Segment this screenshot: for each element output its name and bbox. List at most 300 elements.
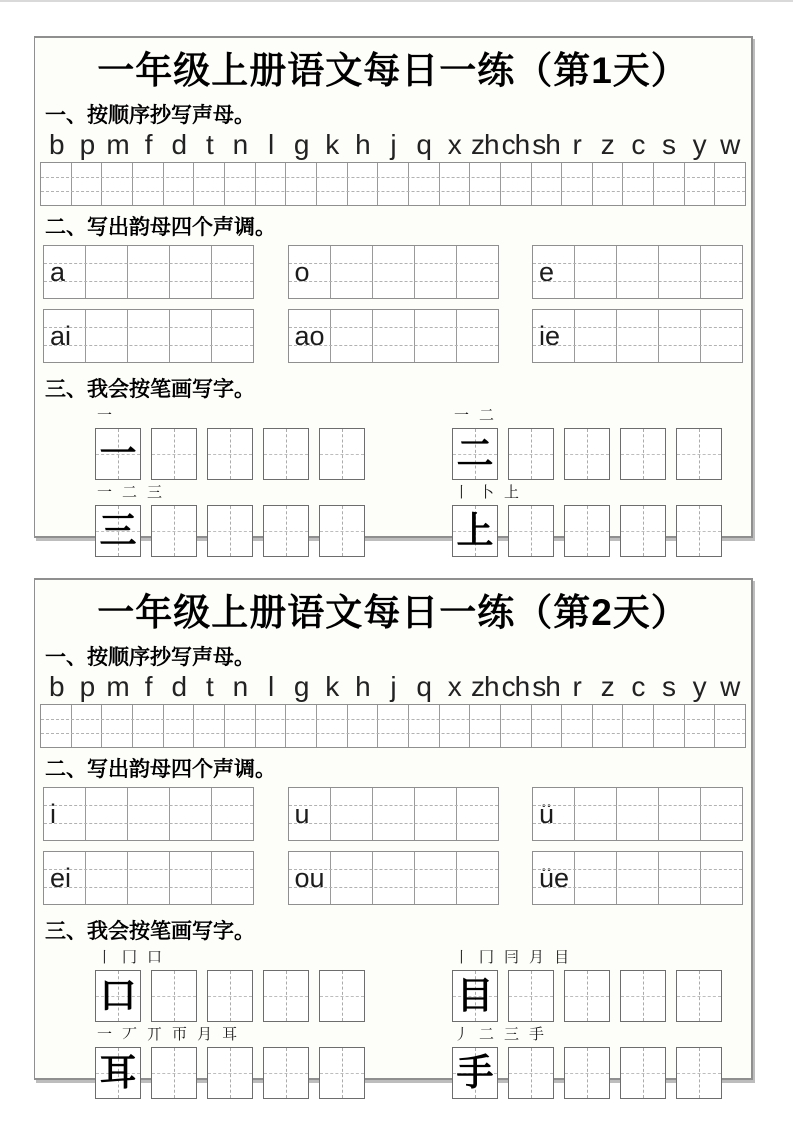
dashed-guideline [44,823,253,824]
pinyin-write-cell [593,163,624,205]
final-label-cell [289,246,331,298]
tianzige-square [620,428,666,480]
pinyin-write-cell [72,705,103,747]
initial-letter: sh [532,129,560,161]
final-label-cell [533,788,575,840]
tianzige-square [207,1047,253,1099]
tone-write-cell [415,246,457,298]
stroke-order-row [454,485,751,502]
final-label-cell [44,852,86,904]
final-grid-columns [533,788,742,840]
final-letter: ü [539,798,555,829]
tone-write-cell [212,246,253,298]
pinyin-write-cell [685,705,716,747]
tianzige-square [319,505,365,557]
tone-write-cell [659,246,701,298]
dashed-guideline [41,733,745,734]
tianzige-square [676,428,722,480]
character-group [452,947,751,1022]
stroke-order-step: 丨 [97,950,113,967]
initial-letter: f [144,129,152,161]
pinyin-write-cell [72,163,103,205]
final-tone-grid [43,851,254,905]
final-letter: ou [294,862,325,893]
stroke-order-row [454,950,751,967]
dashed-guideline [44,281,253,282]
stroke-order-step: 月 [529,950,545,967]
tone-write-cell [212,788,253,840]
pinyin-write-cell [623,163,654,205]
square-row [452,428,751,480]
pinyin-write-cell [685,163,716,205]
tianzige-square [452,428,498,480]
dashed-guideline [44,345,253,346]
pinyin-write-cell [562,705,593,747]
tianzige-square [263,1047,309,1099]
tianzige-square [95,428,141,480]
pinyin-four-line-grid [40,162,746,206]
pinyin-write-cell [164,705,195,747]
section-1-label: 一、按顺序抄写声母。 [45,103,255,128]
tianzige-square [452,1047,498,1099]
initial-letter: z [600,671,614,703]
final-label-cell [289,310,331,362]
initial-letter: y [692,129,706,161]
initial-letter: l [267,129,274,161]
tone-write-cell [373,852,415,904]
initials-letter-row [41,672,745,703]
dashed-guideline [44,327,253,328]
pinyin-write-cell [348,705,379,747]
square-row [452,505,751,557]
tone-write-cell [575,310,617,362]
tone-write-cell [331,788,373,840]
final-tone-grid [288,851,499,905]
final-tone-grid [532,851,743,905]
final-grid-columns [44,246,253,298]
practice-character: 三 [99,510,137,552]
stroke-order-step: 目 [554,950,570,967]
tianzige-square [263,970,309,1022]
dashed-guideline [289,869,498,870]
final-letter: üe [539,862,570,893]
practice-character: 一 [99,433,137,475]
final-grid-columns [533,852,742,904]
tianzige-square [319,970,365,1022]
final-grid-columns [44,310,253,362]
pinyin-grid-columns [41,163,745,205]
tone-write-cell [701,310,742,362]
tianzige-square [151,970,197,1022]
tianzige-square [452,970,498,1022]
tianzige-square [263,428,309,480]
tone-write-cell [575,246,617,298]
stroke-order-row [454,1027,751,1044]
tone-write-cell [457,788,498,840]
stroke-order-step: 手 [529,1027,545,1044]
pinyin-write-cell [378,705,409,747]
character-group [452,405,751,480]
character-group [95,1024,394,1099]
tone-write-cell [575,852,617,904]
initial-letter: g [293,129,309,161]
initial-letter: w [720,671,740,703]
dashed-guideline [533,281,742,282]
section-2-label: 二、写出韵母四个声调。 [45,757,276,782]
stroke-order-row [97,485,394,502]
tone-write-cell [659,852,701,904]
initial-letter: z [600,129,614,161]
pinyin-write-cell [623,705,654,747]
stroke-order-step: 二 [479,408,495,425]
tone-write-cell [86,246,128,298]
pinyin-write-cell [164,163,195,205]
initial-letter: zh [471,671,499,703]
stroke-order-step: 二 [122,485,138,502]
tianzige-square [207,505,253,557]
tianzige-square [508,505,554,557]
finals-grid-row [43,309,743,363]
initial-letter: sh [532,671,560,703]
final-label-cell [533,852,575,904]
initial-letter: f [144,671,152,703]
tone-write-cell [701,852,742,904]
character-practice-groups [35,405,751,559]
initial-letter: j [390,671,396,703]
initial-letter: ch [501,671,530,703]
tone-write-cell [575,788,617,840]
stroke-order-step: 丆 [122,1027,138,1044]
initial-letter: b [49,129,64,161]
final-letter: ie [539,320,561,351]
tianzige-square [508,428,554,480]
pinyin-write-cell [225,163,256,205]
final-letter: u [294,798,310,829]
final-grid-columns [289,852,498,904]
initial-letter: t [205,671,213,703]
stroke-order-step: 三 [147,485,163,502]
final-tone-grid [43,787,254,841]
stroke-order-step: 一 [454,408,470,425]
tone-write-cell [617,310,659,362]
tone-write-cell [701,788,742,840]
tianzige-square [508,1047,554,1099]
final-grid-columns [289,788,498,840]
final-tone-grid [288,787,499,841]
stroke-order-step: 卜 [479,485,495,502]
finals-grids [35,787,751,905]
pinyin-write-cell [562,163,593,205]
initial-letter: c [631,129,645,161]
initial-letter: n [232,129,248,161]
final-label-cell [44,246,86,298]
pinyin-write-cell [470,705,501,747]
initial-letter: r [572,671,581,703]
stroke-order-step: 一 [97,1027,113,1044]
pinyin-write-cell [102,705,133,747]
stroke-order-step: 丨 [454,485,470,502]
initial-letter: h [355,671,370,703]
page-title: 一年级上册语文每日一练（第2天） [97,592,689,633]
initial-letter: zh [471,129,499,161]
tone-write-cell [659,310,701,362]
initial-letter: d [171,129,187,161]
stroke-order-step: 上 [504,485,520,502]
worksheet-page-day-2 [34,578,753,1094]
tone-write-cell [128,852,170,904]
pinyin-write-cell [133,705,164,747]
dashed-guideline [289,281,498,282]
tianzige-square [452,505,498,557]
pinyin-write-cell [41,163,72,205]
dashed-guideline [533,823,742,824]
pinyin-grid-columns [41,705,745,747]
stroke-order-step: 耳 [222,1027,238,1044]
dashed-guideline [289,887,498,888]
pinyin-write-cell [194,705,225,747]
initial-letter: q [416,671,431,703]
finals-grid-row [43,787,743,841]
initial-letter: p [79,671,95,703]
tianzige-square [151,428,197,480]
tone-write-cell [415,310,457,362]
initial-letter: x [447,671,461,703]
initial-letter: h [355,129,370,161]
tianzige-square [151,505,197,557]
finals-grid-row [43,245,743,299]
final-grid-columns [44,852,253,904]
tone-write-cell [212,852,253,904]
section-3-label: 三、我会按笔画写字。 [45,377,255,402]
final-letter: e [539,256,555,287]
pinyin-write-cell [194,163,225,205]
final-letter: ao [294,320,325,351]
final-label-cell [533,246,575,298]
tianzige-square [620,505,666,557]
tianzige-square [676,505,722,557]
dashed-guideline [533,869,742,870]
tianzige-square [508,970,554,1022]
pinyin-write-cell [440,705,471,747]
final-label-cell [289,852,331,904]
dashed-guideline [289,263,498,264]
practice-character: 口 [99,975,137,1017]
dashed-guideline [41,719,745,720]
initial-letter: q [416,129,431,161]
dashed-guideline [533,345,742,346]
final-label-cell [289,788,331,840]
stroke-order-row [97,950,394,967]
dashed-guideline [533,805,742,806]
tone-write-cell [457,246,498,298]
pinyin-write-cell [102,163,133,205]
final-tone-grid [43,309,254,363]
initial-letter: p [79,129,95,161]
final-grid-columns [289,246,498,298]
tone-write-cell [128,246,170,298]
tone-write-cell [331,310,373,362]
final-tone-grid [288,309,499,363]
stroke-order-step: 冃 [504,950,520,967]
pinyin-write-cell [41,705,72,747]
stroke-order-step: 二 [479,1027,495,1044]
stroke-order-step: 口 [147,950,163,967]
dashed-guideline [41,177,745,178]
tone-write-cell [212,310,253,362]
initial-letter: b [49,671,64,703]
initial-letter: m [106,671,129,703]
pinyin-write-cell [501,705,532,747]
tianzige-square [95,970,141,1022]
tone-write-cell [457,310,498,362]
square-row [452,1047,751,1099]
tone-write-cell [170,246,212,298]
stroke-order-step: 丌 [147,1027,163,1044]
initial-letter: r [572,129,581,161]
pinyin-write-cell [317,163,348,205]
tone-write-cell [659,788,701,840]
final-grid-columns [44,788,253,840]
initial-letter: n [232,671,248,703]
practice-character: 手 [456,1052,494,1094]
tianzige-square [319,1047,365,1099]
dashed-guideline [44,887,253,888]
stroke-order-step: 丨 [454,950,470,967]
pinyin-write-cell [501,163,532,205]
initial-letter: m [106,129,129,161]
tone-write-cell [617,788,659,840]
character-group [95,482,394,557]
stroke-order-step: 月 [197,1027,213,1044]
final-tone-grid [43,245,254,299]
tianzige-square [319,428,365,480]
pinyin-write-cell [654,705,685,747]
stroke-order-row [97,408,394,425]
pinyin-write-cell [256,705,287,747]
section-2-label: 二、写出韵母四个声调。 [45,215,276,240]
initial-letter: k [325,129,339,161]
stroke-order-row [454,408,751,425]
tone-write-cell [415,788,457,840]
tianzige-square [620,1047,666,1099]
tone-write-cell [331,852,373,904]
initial-letter: w [720,129,740,161]
character-group [452,1024,751,1099]
initial-letter: ch [501,129,530,161]
square-row [95,970,394,1022]
section-1-label: 一、按顺序抄写声母。 [45,645,255,670]
tone-write-cell [617,246,659,298]
tone-write-cell [701,246,742,298]
pinyin-write-cell [256,163,287,205]
stroke-order-step: 一 [97,408,113,425]
tone-write-cell [86,788,128,840]
tianzige-square [564,428,610,480]
initial-letter: d [171,671,187,703]
initial-letter: l [267,671,274,703]
character-group [95,947,394,1022]
tianzige-square [564,970,610,1022]
pinyin-write-cell [715,705,745,747]
tone-write-cell [373,246,415,298]
finals-grids [35,245,751,363]
initial-letter: k [325,671,339,703]
tianzige-square [95,1047,141,1099]
section-3-label: 三、我会按笔画写字。 [45,919,255,944]
pinyin-write-cell [593,705,624,747]
final-letter: ei [50,862,72,893]
tone-write-cell [373,788,415,840]
pinyin-write-cell [348,163,379,205]
final-grid-columns [289,310,498,362]
square-row [95,1047,394,1099]
worksheet-page-day-1 [34,36,753,552]
pinyin-write-cell [440,163,471,205]
stroke-order-step: 一 [97,485,113,502]
pinyin-write-cell [409,163,440,205]
tianzige-square [263,505,309,557]
final-letter: o [294,256,310,287]
final-grid-columns [533,310,742,362]
dashed-guideline [289,327,498,328]
square-row [95,505,394,557]
square-row [452,970,751,1022]
character-group [95,405,394,480]
initial-letter: j [390,129,396,161]
tianzige-square [564,1047,610,1099]
initial-letter: c [631,671,645,703]
pinyin-write-cell [532,705,563,747]
dashed-guideline [41,191,745,192]
tone-write-cell [86,310,128,362]
initial-letter: s [661,671,675,703]
tianzige-square [676,1047,722,1099]
final-tone-grid [532,245,743,299]
tone-write-cell [617,852,659,904]
pinyin-write-cell [286,163,317,205]
final-grid-columns [533,246,742,298]
tianzige-square [95,505,141,557]
final-letter: i [50,798,56,829]
initial-letter: g [293,671,309,703]
tianzige-square [207,970,253,1022]
dashed-guideline [289,823,498,824]
final-tone-grid [532,309,743,363]
initial-letter: y [692,671,706,703]
stroke-order-row [97,1027,394,1044]
character-practice-groups [35,947,751,1101]
final-letter: a [50,256,66,287]
initial-letter: s [661,129,675,161]
pinyin-write-cell [286,705,317,747]
pinyin-write-cell [133,163,164,205]
character-group [452,482,751,557]
dashed-guideline [289,345,498,346]
finals-grid-row [43,851,743,905]
dashed-guideline [44,263,253,264]
pinyin-write-cell [378,163,409,205]
tianzige-square [151,1047,197,1099]
pinyin-write-cell [532,163,563,205]
pinyin-write-cell [225,705,256,747]
final-tone-grid [532,787,743,841]
stroke-order-step: 丿 [454,1027,470,1044]
final-label-cell [44,310,86,362]
tone-write-cell [373,310,415,362]
tone-write-cell [331,246,373,298]
tone-write-cell [128,788,170,840]
page-title: 一年级上册语文每日一练（第1天） [97,50,689,91]
